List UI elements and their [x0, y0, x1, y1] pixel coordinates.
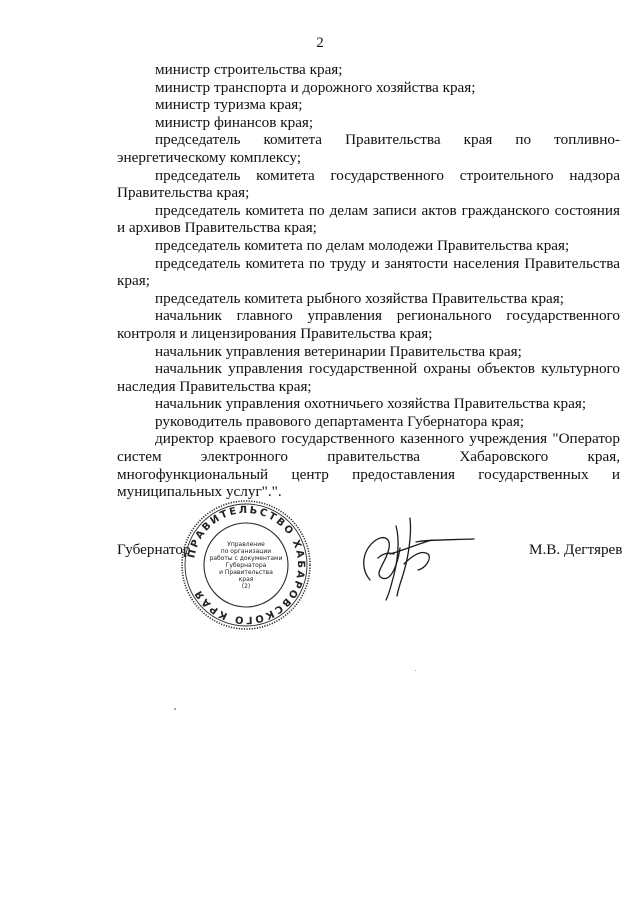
page-number: 2 [316, 35, 324, 51]
seal-inscription-line: (2) [241, 583, 251, 590]
seal-inscription-line: Управление [227, 541, 265, 548]
seal-inscription-line: края [238, 576, 254, 583]
list-item: председатель комитета рыбного хозяйства Правительства края; [155, 289, 564, 307]
svg-text:ПРАВИТЕЛЬСТВО ХАБАРОВСКОГО КРА: ПРАВИТЕЛЬСТВО ХАБАРОВСКОГО КРАЯ [186, 504, 307, 626]
signatory-title: Губернатор [117, 541, 191, 558]
scan-speck [174, 708, 176, 710]
seal-inscription-line: по организации [220, 548, 272, 555]
seal-inscription-line: работы с документами [209, 555, 283, 562]
list-item: министр строительства края; [155, 61, 343, 78]
list-item: директор краевого государственного казенного учреждения "Оператор систем электронного правительства Хабаровского края, многофункциональный центр предоставления государственных и муниципальных услуг".". [117, 430, 620, 501]
list-item: председатель комитета Правительства края по топливно-энергетическому комплексу; [117, 131, 620, 166]
list-item: начальник управления охотничьего хозяйства Правительства края; [155, 395, 587, 413]
list-item: начальник главного управления регионального государственного контроля и лицензирования Правительства края; [117, 307, 620, 342]
signatory-name: М.В. Дегтярев [529, 541, 623, 558]
list-item: председатель комитета по делам записи актов гражданского состояния и архивов Правительства края; [117, 201, 620, 237]
list-item: руководитель правового департамента Губернатора края; [155, 412, 525, 430]
list-item: председатель комитета государственного строительного надзора Правительства края; [117, 166, 620, 202]
document-body [117, 61, 620, 501]
list-item: министр финансов края; [155, 113, 314, 131]
list-item: министр транспорта и дорожного хозяйства края; [155, 78, 476, 96]
list-item: министр туризма края; [155, 96, 303, 114]
seal-inscription-line: и Правительства [219, 569, 273, 576]
official-seal [179, 498, 313, 632]
seal-inscription-line: Губернатора [225, 562, 267, 569]
list-item: председатель комитета по делам молодежи Правительства края; [155, 236, 570, 254]
list-item: начальник управления государственной охраны объектов культурного наследия Правительства края; [117, 360, 620, 395]
list-item: председатель комитета по труду и занятости населения Правительства края; [117, 254, 620, 290]
handwritten-signature [352, 510, 477, 605]
list-item: начальник управления ветеринарии Правительства края; [155, 342, 522, 360]
scan-speck [415, 670, 416, 671]
